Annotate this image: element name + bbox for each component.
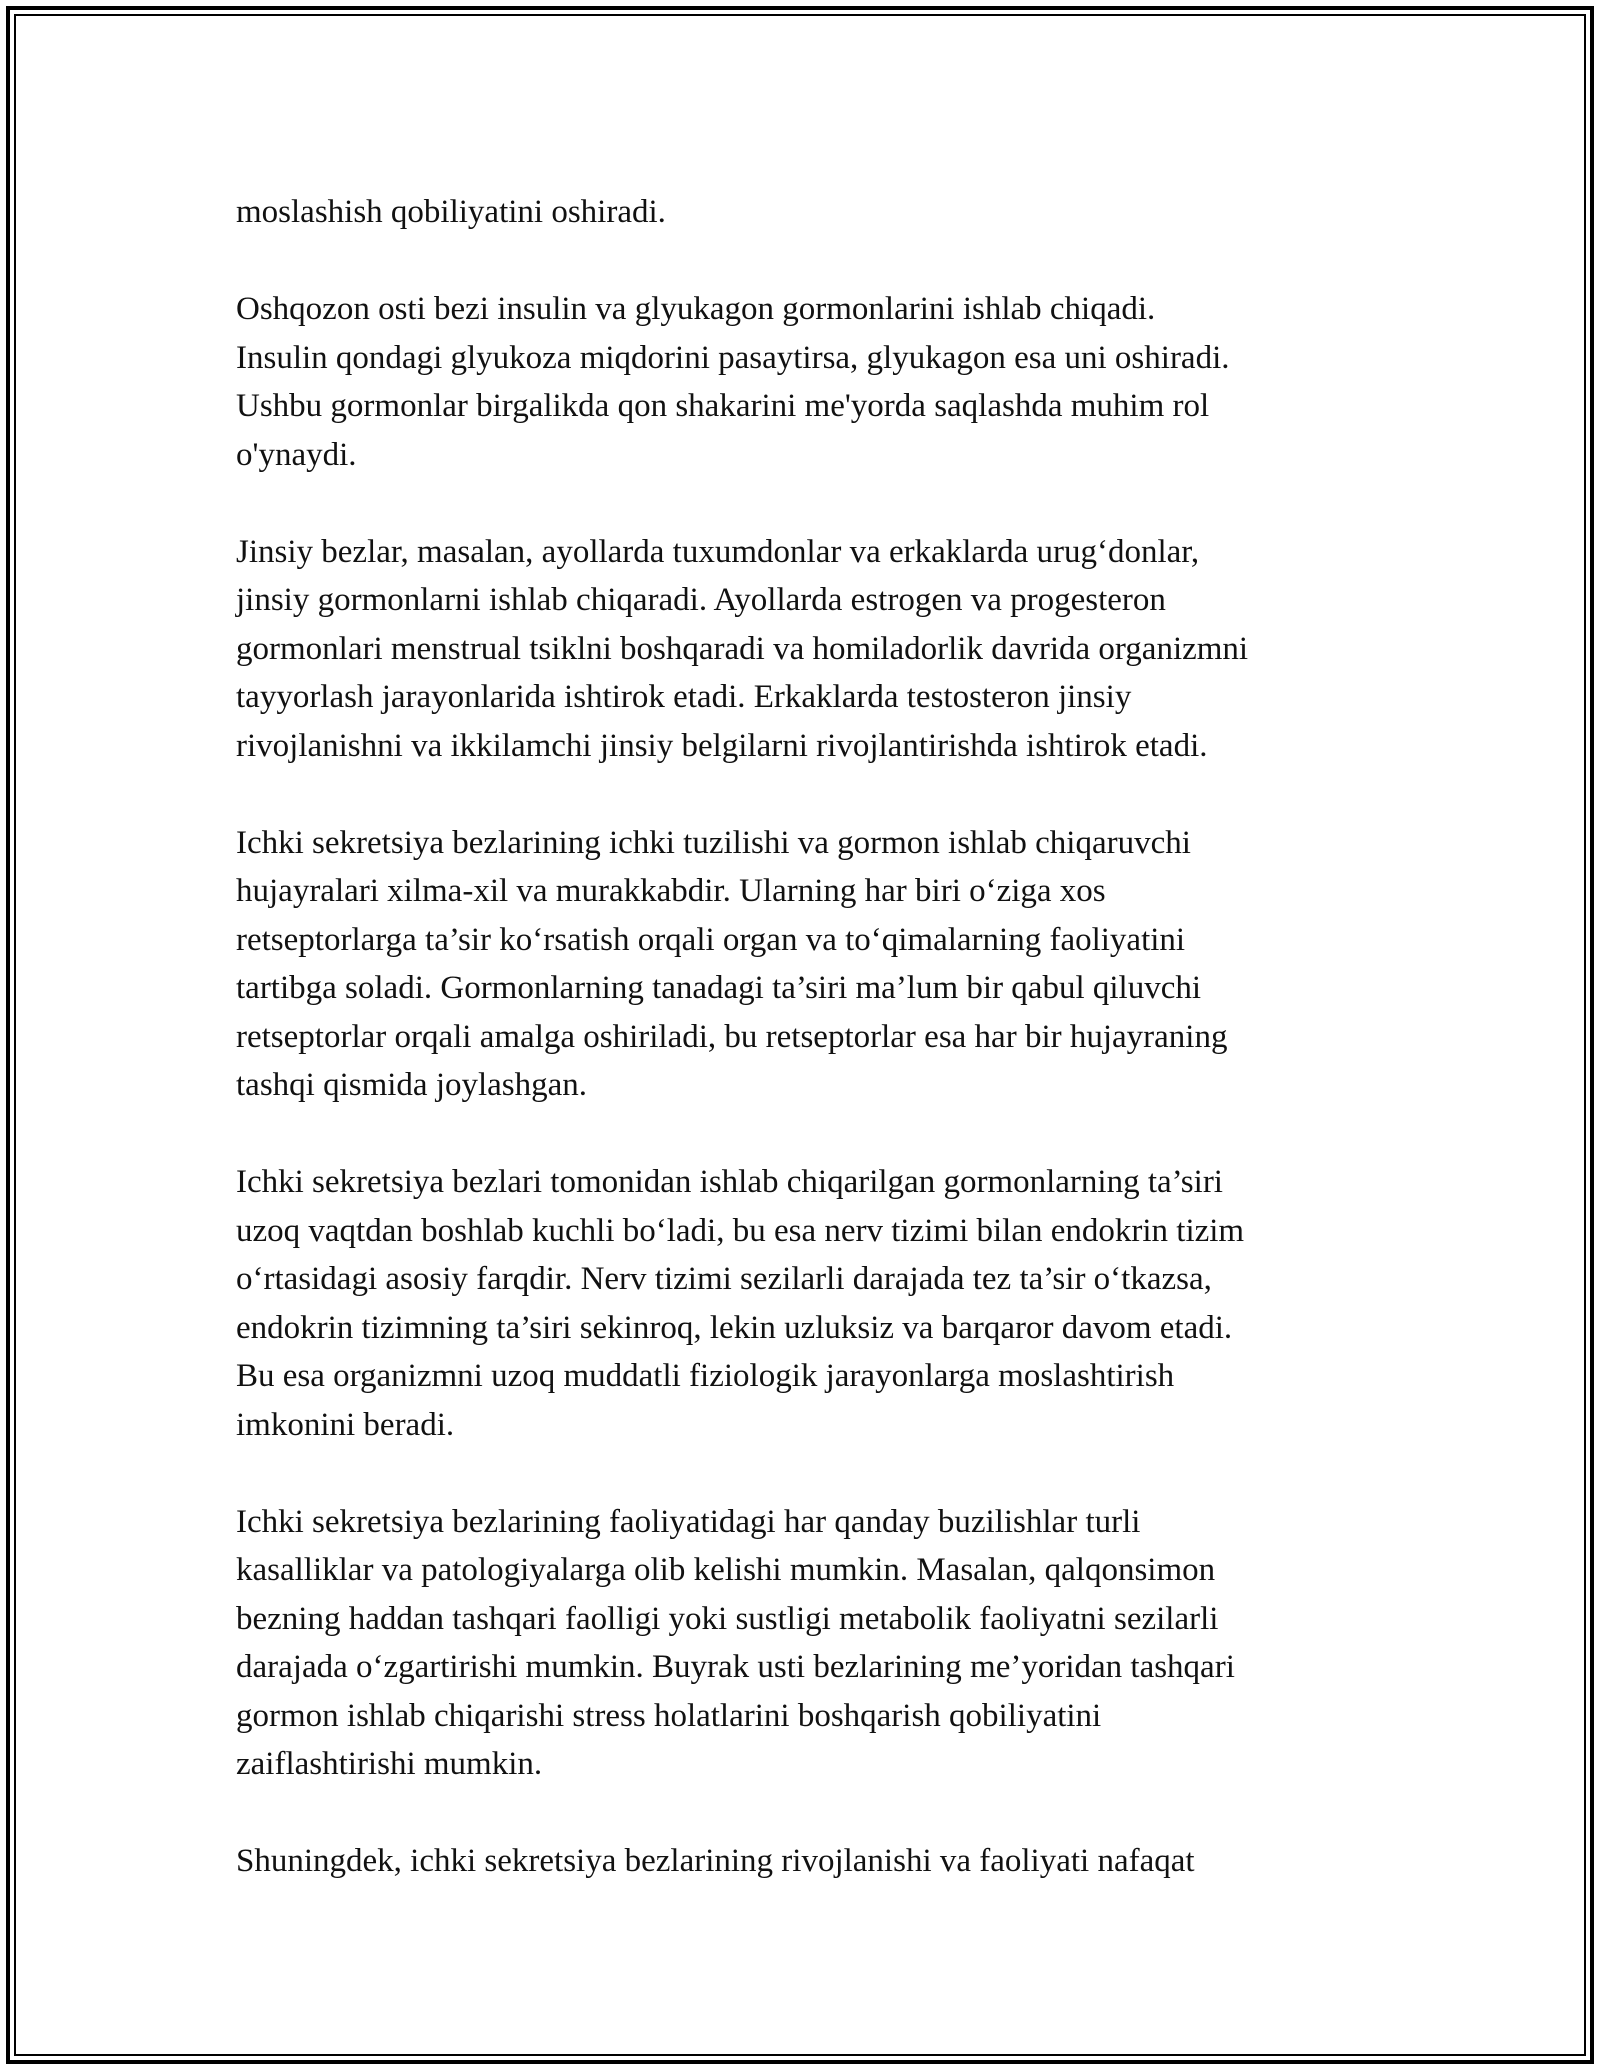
document-body [236,188,1386,1934]
text-line: zaiflashtirishi mumkin. [236,1746,543,1782]
text-line: Oshqozon osti bezi insulin va glyukagon gormonlarini ishlab chiqadi. [236,291,1156,327]
paragraph [236,528,1386,771]
text-line: retseptorlarga ta’sir ko‘rsatish orqali organ va to‘qimalarning faoliyatini [236,921,1186,958]
text-line: darajada o‘zgartirishi mumkin. Buyrak usti bezlarining me’yoridan tashqari [236,1649,1235,1685]
text-line: Ichki sekretsiya bezlari tomonidan ishlab chiqarilgan gormonlarning ta’siri [236,1164,1223,1200]
text-line: Ushbu gormonlar birgalikda qon shakarini me'yorda saqlashda muhim rol [236,388,1210,424]
text-line: kasalliklar va patologiyalarga olib kelishi mumkin. Masalan, qalqonsimon [236,1552,1216,1588]
text-line: Ichki sekretsiya bezlarining faoliyatidagi har qanday buzilishlar turli [236,1503,1141,1540]
paragraph [236,1158,1386,1449]
text-line: imkonini beradi. [236,1406,455,1443]
text-line: rivojlanishni va ikkilamchi jinsiy belgilarni rivojlantirishda ishtirok etadi. [236,727,1208,764]
text-line: retseptorlar orqali amalga oshiriladi, bu retseptorlar esa har bir hujayraning [236,1018,1228,1055]
text-line: o'ynaydi. [236,436,357,473]
paragraph [236,1837,1386,1886]
text-line: o‘rtasidagi asosiy farqdir. Nerv tizimi sezilarli darajada tez ta’sir o‘tkazsa, [236,1261,1212,1297]
text-line: tayyorlash jarayonlarida ishtirok etadi. Erkaklarda testosteron jinsiy [236,679,1132,715]
text-line: moslashish qobiliyatini oshiradi. [236,194,666,230]
text-line: Shuningdek, ichki sekretsiya bezlarining rivojlanishi va faoliyati nafaqat [236,1843,1195,1879]
text-line: tartibga soladi. Gormonlarning tanadagi ta’siri ma’lum bir qabul qiluvchi [236,970,1202,1006]
text-line: Jinsiy bezlar, masalan, ayollarda tuxumdonlar va erkaklarda urug‘donlar, [236,533,1200,570]
text-line: Insulin qondagi glyukoza miqdorini pasaytirsa, glyukagon esa uni oshiradi. [236,339,1230,376]
text-line: gormonlari menstrual tsiklni boshqaradi va homiladorlik davrida organizmni [236,630,1249,667]
paragraph [236,819,1386,1110]
text-line: Bu esa organizmni uzoq muddatli fiziologik jarayonlarga moslashtirish [236,1358,1175,1394]
text-line: gormon ishlab chiqarishi stress holatlarini boshqarish qobiliyatini [236,1697,1102,1734]
paragraph [236,285,1386,479]
text-line: bezning haddan tashqari faolligi yoki sustligi metabolik faoliyatni sezilarli [236,1600,1219,1637]
text-line: uzoq vaqtdan boshlab kuchli bo‘ladi, bu esa nerv tizimi bilan endokrin tizim [236,1212,1245,1249]
text-line: Ichki sekretsiya bezlarining ichki tuzilishi va gormon ishlab chiqaruvchi [236,824,1191,861]
paragraph [236,1498,1386,1789]
text-line: hujayralari xilma-xil va murakkabdir. Ularning har biri o‘ziga xos [236,873,1106,909]
text-line: tashqi qismida joylashgan. [236,1067,588,1103]
text-line: jinsiy gormonlarni ishlab chiqaradi. Ayollarda estrogen va progesteron [236,582,1166,618]
paragraph [236,188,1386,237]
text-line: endokrin tizimning ta’siri sekinroq, lekin uzluksiz va barqaror davom etadi. [236,1309,1233,1346]
